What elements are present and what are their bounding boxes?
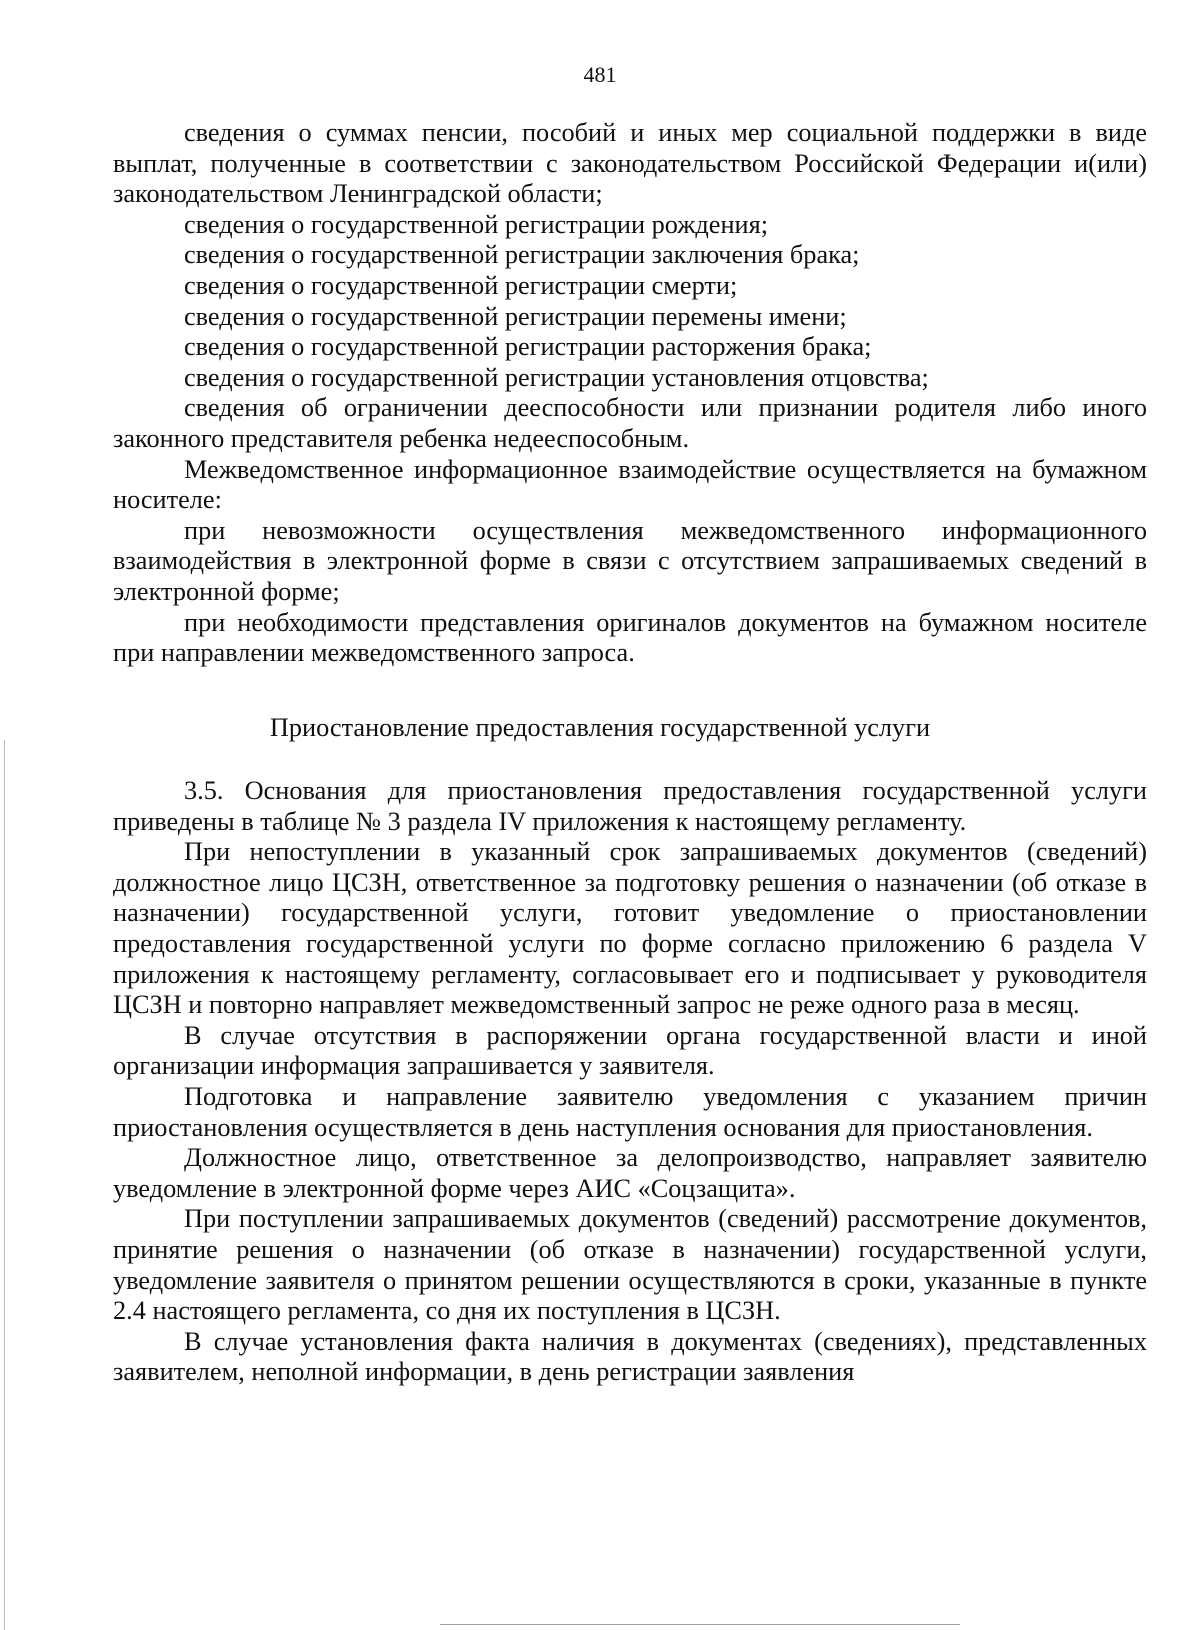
paragraph: сведения о государственной регистрации перемены имени; [184, 301, 847, 331]
section-requested-information [113, 118, 1147, 669]
scan-edge-line [4, 740, 5, 1630]
paragraph: сведения о государственной регистрации расторжения брака; [184, 332, 872, 362]
paragraph: В случае установления факта наличия в документах (сведениях), представленных заявителем, неполной информации, в день регистрации заявления [113, 1326, 1147, 1387]
paragraph: 3.5. Основания для приостановления предоставления государственной услуги приведены в таблице № 3 раздела IV приложения к настоящему регламенту. [113, 776, 1147, 836]
paragraph: сведения о государственной регистрации рождения; [184, 209, 769, 239]
paragraph: При поступлении запрашиваемых документов (сведений) рассмотрение документов, принятие решения о назначении (об отказе в назначении) государственной услуги, уведомление заявителя о принятом решении осуществляются в сроки, указанные в пункте 2.4 настоящего регламента, со дня их поступления в ЦСЗН. [113, 1204, 1147, 1326]
paragraph: сведения о государственной регистрации заключения брака; [184, 240, 860, 270]
paragraph: Должностное лицо, ответственное за делопроизводство, направляет заявителю уведомление в электронной форме через АИС «Соцзащита». [113, 1143, 1147, 1203]
paragraph: сведения о государственной регистрации установления отцовства; [184, 362, 929, 392]
paragraph: сведения о суммах пенсии, пособий и иных мер социальной поддержки в виде выплат, полученные в соответствии с законодательством Российской Федерации и(или) законодательством Ленинградской области; [113, 118, 1147, 209]
paragraph: Подготовка и направление заявителю уведомления с указанием причин приостановления осуществляется в день наступления основания для приостановления. [113, 1081, 1147, 1142]
paragraph: сведения о государственной регистрации смерти; [184, 270, 738, 300]
section-heading: Приостановление предоставления государственной услуги [269, 713, 931, 742]
paragraph: Межведомственное информационное взаимодействие осуществляется на бумажном носителе: [113, 454, 1147, 515]
paragraph: В случае отсутствия в распоряжении органа государственной власти и иной организации информация запрашивается у заявителя. [113, 1020, 1147, 1081]
paragraph: сведения об ограничении дееспособности или признании родителя либо иного законного представителя ребенка недееспособным. [113, 393, 1147, 453]
paragraph: при необходимости представления оригиналов документов на бумажном носителе при направлении межведомственного запроса. [113, 607, 1147, 668]
page-number: 481 [583, 62, 617, 87]
paragraph: при невозможности осуществления межведомственного информационного взаимодействия в электронной форме в связи с отсутствием запрашиваемых сведений в электронной форме; [113, 515, 1147, 606]
section-suspension [113, 776, 1147, 1388]
scan-bottom-line [440, 1624, 960, 1625]
paragraph: При непоступлении в указанный срок запрашиваемых документов (сведений) должностное лицо ЦСЗН, ответственное за подготовку решения о назначении (об отказе в назначении) государственной услуги, готовит уведомление о приостановлении предоставления государственной услуги по форме согласно приложению 6 раздела V приложения к настоящему регламенту, согласовывает его и подписывает у руководителя ЦСЗН и повторно направляет межведомственный запрос не реже одного раза в месяц. [113, 837, 1147, 1020]
